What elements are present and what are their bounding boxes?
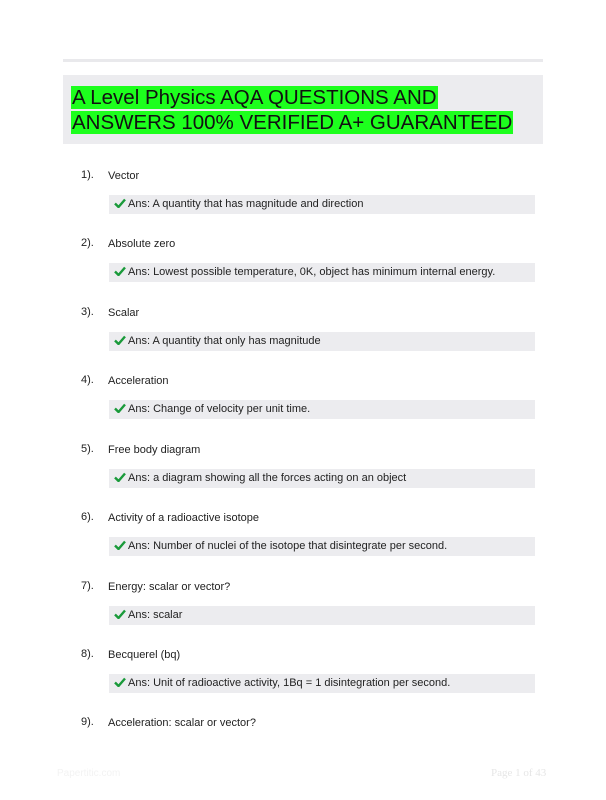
question-text: Scalar bbox=[108, 307, 140, 319]
question-text: Acceleration: scalar or vector? bbox=[108, 717, 256, 729]
question-text: Activity of a radioactive isotope bbox=[108, 512, 260, 524]
document-title bbox=[71, 85, 513, 135]
title-line-1: A Level Physics AQA QUESTIONS AND bbox=[72, 86, 437, 109]
question-number: 5). bbox=[81, 443, 94, 455]
checkmark-icon bbox=[114, 540, 126, 550]
checkmark-icon bbox=[114, 335, 126, 345]
answer-box bbox=[109, 537, 535, 556]
question-text: Becquerel (bq) bbox=[108, 649, 181, 661]
answer-text: Ans: Unit of radioactive activity, 1Bq = 1 disintegration per second. bbox=[128, 677, 451, 689]
answer-box bbox=[109, 195, 535, 214]
checkmark-icon bbox=[114, 198, 126, 208]
question-text: Energy: scalar or vector? bbox=[108, 581, 231, 593]
answer-text: Ans: a diagram showing all the forces acting on an object bbox=[128, 472, 407, 484]
question-text: Free body diagram bbox=[108, 444, 201, 456]
question-number: 8). bbox=[81, 648, 94, 660]
title-banner bbox=[63, 75, 543, 144]
question-text: Acceleration bbox=[108, 375, 169, 387]
answer-text: Ans: Lowest possible temperature, 0K, object has minimum internal energy. bbox=[128, 266, 496, 278]
question-text: Vector bbox=[108, 170, 140, 182]
page-indicator: Page 1 of 43 bbox=[491, 767, 547, 779]
answer-text: Ans: A quantity that only has magnitude bbox=[128, 335, 321, 347]
answer-box bbox=[109, 606, 535, 625]
question-number: 4). bbox=[81, 374, 94, 386]
answer-text: Ans: Number of nuclei of the isotope that disintegrate per second. bbox=[128, 540, 448, 552]
question-number: 7). bbox=[81, 580, 94, 592]
answer-text: Ans: A quantity that has magnitude and direction bbox=[128, 198, 364, 210]
checkmark-icon bbox=[114, 609, 126, 619]
answer-box bbox=[109, 674, 535, 693]
checkmark-icon bbox=[114, 266, 126, 276]
answer-box bbox=[109, 332, 535, 351]
question-text: Absolute zero bbox=[108, 238, 176, 250]
answer-text: Ans: Change of velocity per unit time. bbox=[128, 403, 311, 415]
answer-box bbox=[109, 263, 535, 282]
checkmark-icon bbox=[114, 677, 126, 687]
answer-box bbox=[109, 400, 535, 419]
question-number: 1). bbox=[81, 169, 94, 181]
footer-site-watermark: Papertitic.com bbox=[57, 768, 121, 779]
checkmark-icon bbox=[114, 403, 126, 413]
question-number: 2). bbox=[81, 237, 94, 249]
question-number: 6). bbox=[81, 511, 94, 523]
question-number: 9). bbox=[81, 716, 94, 728]
top-divider bbox=[63, 59, 543, 62]
title-line-2: ANSWERS 100% VERIFIED A+ GUARANTEED bbox=[72, 111, 513, 134]
answer-box bbox=[109, 469, 535, 488]
question-number: 3). bbox=[81, 306, 94, 318]
answer-text: Ans: scalar bbox=[128, 609, 183, 621]
checkmark-icon bbox=[114, 472, 126, 482]
